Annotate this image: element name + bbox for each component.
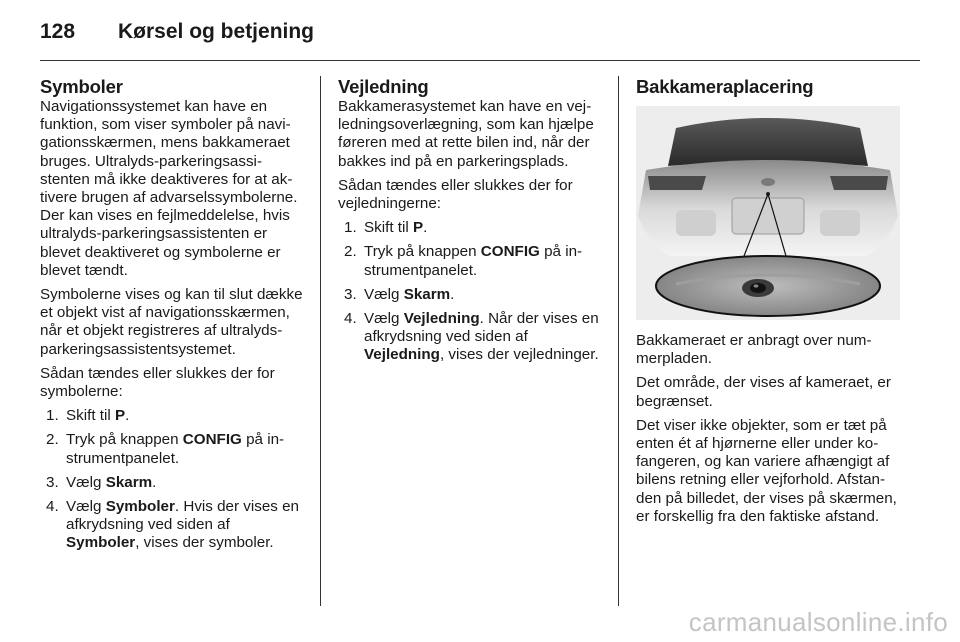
paragraph: Sådan tændes eller slukkes der for symbolerne: bbox=[40, 364, 275, 401]
step-item: 2. Tryk på knappen CONFIG på instrumentpanelet. bbox=[344, 243, 583, 279]
column-vejledning bbox=[338, 76, 604, 371]
step-item: 3. Vælg Skarm. bbox=[46, 473, 157, 491]
column-divider bbox=[320, 76, 321, 606]
column-symboler bbox=[40, 76, 306, 559]
step-item: 1. Skift til P. bbox=[344, 219, 428, 237]
header-rule bbox=[40, 60, 920, 61]
step-item: 1. Skift til P. bbox=[46, 407, 130, 425]
column-divider bbox=[618, 76, 619, 606]
car-rear-drawing bbox=[636, 106, 900, 320]
paragraph: Bakkamerasystemet kan have en vejledningsoverlægning, som kan hjælpe føreren med at rette bilen ind, når der bakkes ind på en parkeringsplads. bbox=[338, 98, 594, 170]
page-title: Kørsel og betjening bbox=[118, 20, 315, 43]
paragraph: Det område, der vises af kameraet, er begrænset. bbox=[636, 374, 891, 410]
rear-camera-illustration bbox=[636, 106, 900, 320]
heading-vejledning: Vejledning bbox=[338, 76, 429, 97]
column-bakkameraplacering bbox=[636, 76, 902, 532]
step-item: 4. Vælg Vejledning. Når der vises en afkrydsning ved siden af Vejledning, vises der vejledninger. bbox=[344, 310, 599, 364]
page-number: 128 bbox=[40, 20, 76, 43]
steps-list bbox=[40, 407, 306, 552]
paragraph: Sådan tændes eller slukkes der for vejledningerne: bbox=[338, 176, 573, 213]
paragraph: Bakkameraet er anbragt over nummerpladen. bbox=[636, 332, 872, 368]
heading-symboler: Symboler bbox=[40, 76, 123, 97]
step-item: 2. Tryk på knappen CONFIG på instrumentpanelet. bbox=[46, 431, 285, 467]
step-item: 3. Vælg Skarm. bbox=[344, 285, 455, 303]
step-item: 4. Vælg Symboler. Hvis der vises en afkrydsning ved siden af Symboler, vises der symboler. bbox=[46, 498, 299, 552]
paragraph: Navigationssystemet kan have en funktion, som viser symboler på navigationsskærmen, mens bakkameraet bruges. Ultralyds-parkeringsassistenten må ikke deaktiveres for at aktivere brugen af advarselssymbolerne. Der kan vises en fejlmeddelelse, hvis ultralyds-parkeringsassistenten er blevet deaktiveret og symbolerne er blevet tændt. bbox=[40, 98, 298, 279]
steps-list bbox=[338, 219, 604, 364]
page-header bbox=[40, 14, 920, 58]
watermark-text: carmanualsonline.info bbox=[688, 607, 948, 637]
paragraph: Symbolerne vises og kan til slut dække et objekt vist af navigationsskærmen, når et objekt registreres af ultralyds-parkeringsassistentsystemet. bbox=[40, 286, 303, 358]
heading-bakkameraplacering: Bakkameraplacering bbox=[636, 76, 814, 97]
paragraph: Det viser ikke objekter, som er tæt på enten ét af hjørnerne eller under kofangeren, og kan variere afhængigt af bilens retning eller vejforhold. Afstanden på billedet, der vises på skærmen, er forskellig fra den faktiske afstand. bbox=[636, 416, 897, 525]
